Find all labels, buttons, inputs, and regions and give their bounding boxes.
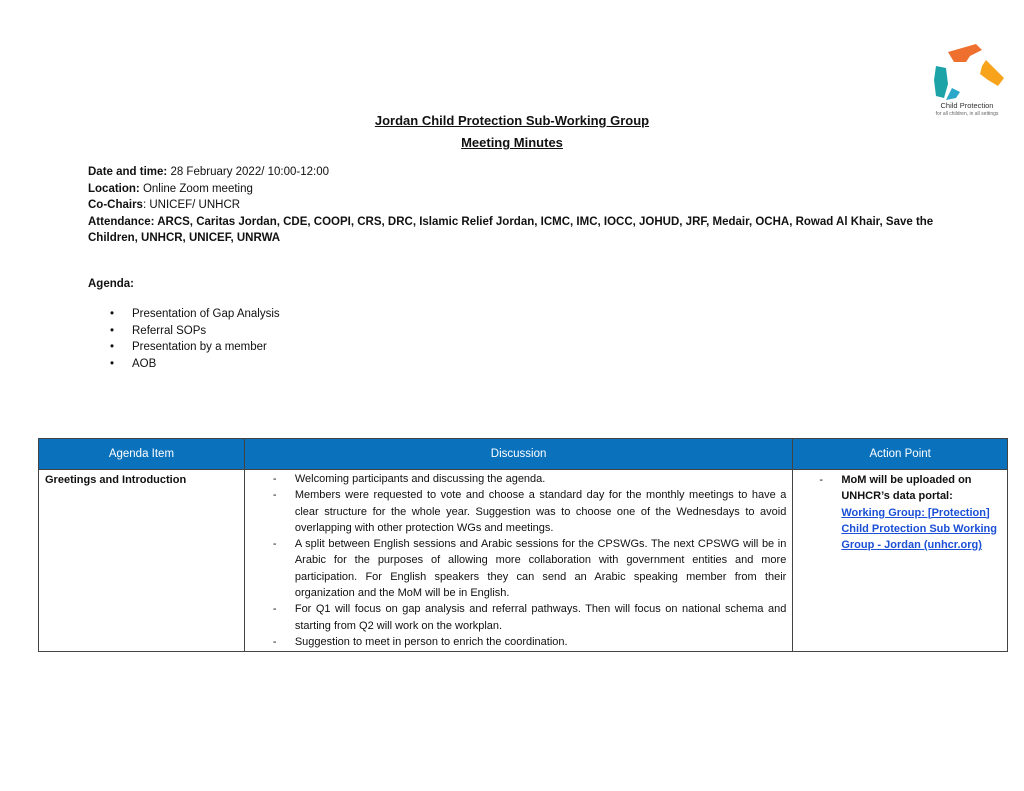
table-row <box>39 470 1008 652</box>
location-row <box>88 181 948 198</box>
discussion-point: - A split between English sessions and Arabic sessions for the CPSWGs. The next CPSWG will be in Arabic for the purposes of allowing more collaboration with government entities and more participation. For English speakers they can send an Arabic speaking member from their organization and the MoM will be in English. <box>273 536 787 601</box>
action-point-cell <box>793 470 1008 652</box>
logo-hand-blue <box>946 88 960 100</box>
date-row <box>88 164 948 181</box>
header-action-point: Action Point <box>793 439 1008 470</box>
action-point <box>819 472 999 553</box>
logo-hand-orange <box>948 44 982 62</box>
agenda-item-cell: Greetings and Introduction <box>39 470 245 652</box>
header-agenda-item: Agenda Item <box>39 439 245 470</box>
date-value: 28 February 2022/ 10:00-12:00 <box>167 166 330 178</box>
discussion-cell <box>244 470 793 652</box>
title-line-2: Meeting Minutes <box>461 135 563 150</box>
attendance-row <box>88 214 948 247</box>
meeting-details <box>88 164 948 247</box>
discussion-point: - Suggestion to meet in person to enrich the coordination. <box>273 634 787 650</box>
discussion-point: - For Q1 will focus on gap analysis and referral pathways. Then will focus on national schema and starting from Q2 will work on the workplan. <box>273 601 787 634</box>
logo-name: Child Protection <box>940 101 994 110</box>
discussion-list <box>245 470 793 651</box>
agenda-heading: Agenda: <box>88 278 134 290</box>
discussion-point: - Welcoming participants and discussing the agenda. <box>273 471 787 487</box>
agenda-item: • Presentation of Gap Analysis <box>110 306 280 323</box>
cochairs-row <box>88 197 948 214</box>
document-title <box>0 110 1024 154</box>
agenda-item: • AOB <box>110 356 280 373</box>
data-portal-link[interactable]: Working Group: [Protection] Child Protection Sub Working Group - Jordan (unhcr.org) <box>841 506 997 552</box>
cochairs-label: Co-Chairs <box>88 199 143 211</box>
header-discussion: Discussion <box>244 439 793 470</box>
location-value: Online Zoom meeting <box>139 182 253 195</box>
attendance-label: Attendance: <box>88 215 155 228</box>
agenda-item: • Presentation by a member <box>110 339 280 356</box>
agenda-item: • Referral SOPs <box>110 323 280 340</box>
attendance-value: ARCS, Caritas Jordan, CDE, COOPI, CRS, DRC, Islamic Relief Jordan, ICMC, IMC, IOCC, JOHUD, JRF, Medair, OCHA, Rowad Al Khair, Save the Children, UNHCR, UNICEF, UNRWA <box>88 215 934 244</box>
date-label: Date and time: <box>88 166 168 178</box>
title-line-1: Jordan Child Protection Sub-Working Group <box>374 113 650 128</box>
action-text: - MoM will be uploaded on UNHCR’s data portal: <box>841 474 972 503</box>
action-list <box>793 470 1007 555</box>
minutes-table <box>38 438 1008 652</box>
discussion-point: - Members were requested to vote and choose a standard day for the monthly meetings to have a clear structure for the whole year. Suggestion was to choose one of the Wednesdays to avoid overlapping with other protection WGs and meetings. <box>273 487 787 536</box>
logo-tagline: for all children, in all settings <box>935 111 999 117</box>
agenda-list <box>110 306 280 372</box>
table-header-row <box>39 439 1008 470</box>
location-label: Location: <box>88 182 140 195</box>
logo-hand-yellow <box>980 60 1004 86</box>
cochairs-value: : UNICEF/ UNHCR <box>142 199 241 211</box>
logo-hand-teal <box>934 66 948 98</box>
